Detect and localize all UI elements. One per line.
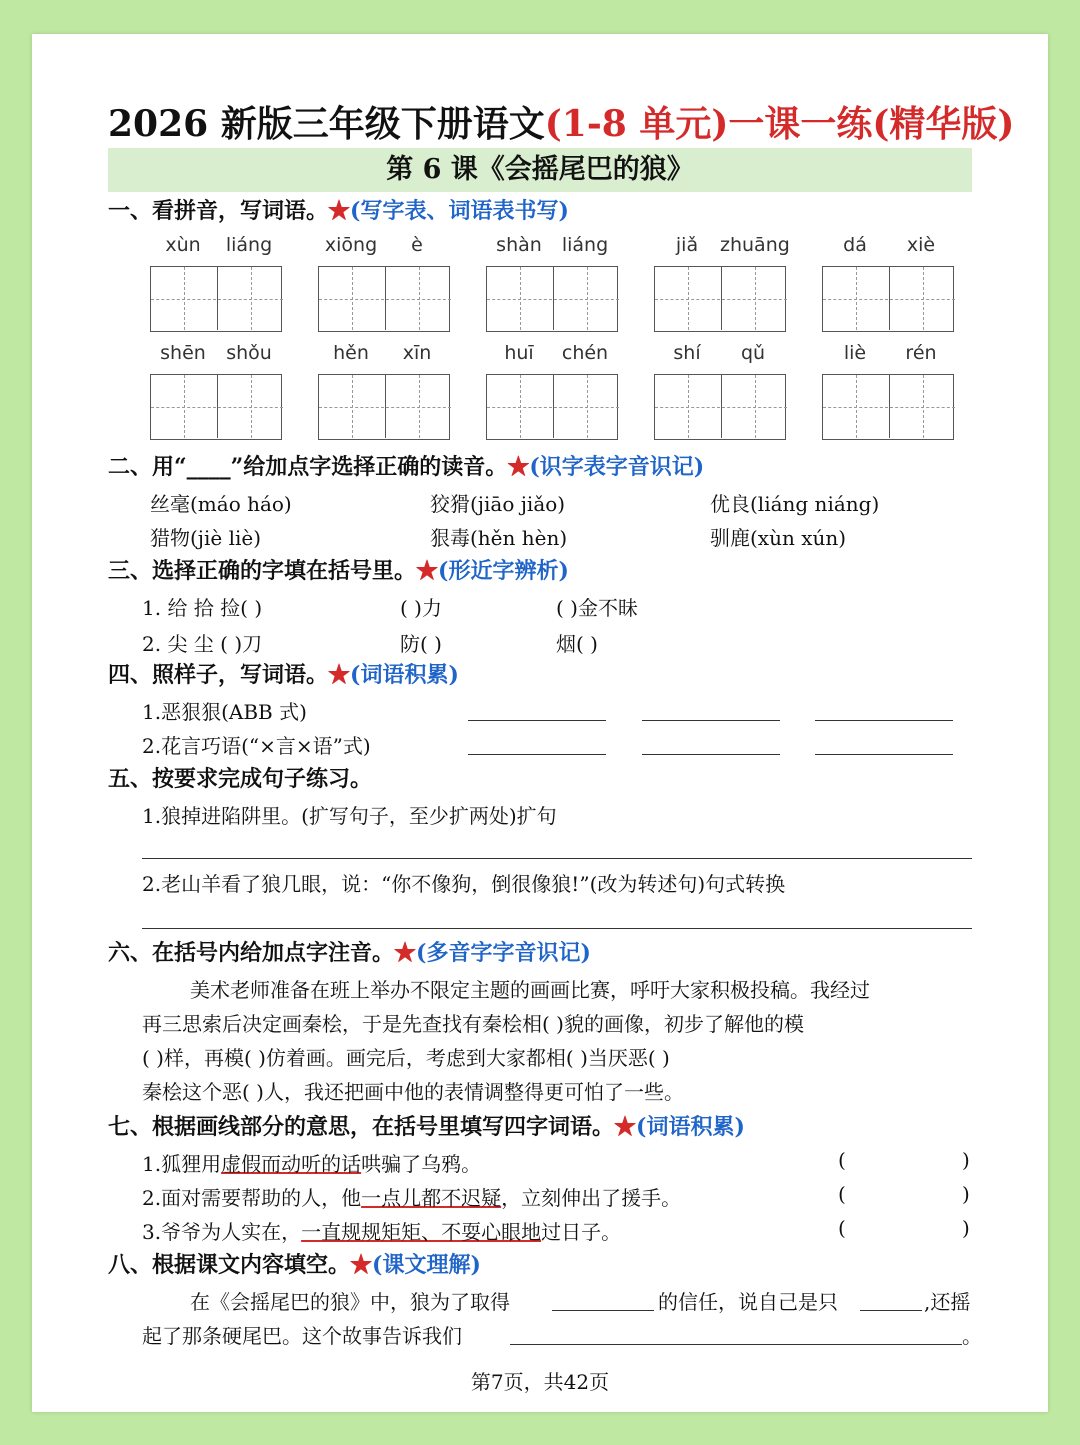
worksheet-page — [32, 34, 1048, 1412]
sentence-task: 1.狼掉进陷阱里。(扩写句子，至少扩两处)扩句 — [142, 804, 557, 828]
writing-cell[interactable] — [151, 267, 216, 330]
writing-cell[interactable] — [217, 375, 283, 438]
writing-grid[interactable] — [486, 266, 618, 332]
writing-cell[interactable] — [553, 375, 619, 438]
pinyin-label: rén — [905, 342, 937, 364]
page-title — [108, 96, 1014, 147]
writing-grid[interactable] — [486, 374, 618, 440]
char-choice-item: 1. 给 拾 捡( ) — [142, 596, 263, 620]
writing-grid[interactable] — [654, 374, 786, 440]
writing-cell[interactable] — [721, 267, 787, 330]
char-choice-item: 2. 尖 尘 ( )刀 — [142, 632, 263, 656]
pinyin-label: liè — [843, 342, 867, 364]
writing-cell[interactable] — [889, 267, 955, 330]
section-4-title: 四、照样子，写词语。 — [108, 662, 329, 688]
fill-text: 在《会摇尾巴的狼》中，狼为了取得 — [190, 1290, 510, 1314]
section-7-title: 七、根据画线部分的意思，在括号里填写四字词语。 — [108, 1114, 615, 1140]
writing-cell[interactable] — [889, 375, 955, 438]
reading-item: 驯鹿(xùn xún) — [710, 526, 847, 550]
writing-grid[interactable] — [150, 266, 282, 332]
section-4-heading — [108, 658, 459, 689]
idiom-text: 3.爷爷为人实在， — [142, 1220, 302, 1244]
char-choice-item: 防( ) — [400, 632, 442, 656]
star-icon: ★ — [328, 662, 351, 688]
pinyin-label: xiè — [906, 234, 936, 256]
fill-text: ,还摇 — [924, 1290, 971, 1314]
writing-cell[interactable] — [487, 267, 552, 330]
section-1-heading — [108, 194, 569, 225]
section-1-title: 一、看拼音，写词语。 — [108, 198, 329, 224]
section-2-heading — [108, 450, 704, 481]
answer-blank[interactable] — [468, 754, 606, 755]
pinyin-label: jiǎ — [675, 234, 699, 256]
answer-blank[interactable] — [642, 754, 780, 755]
reading-item: 狠毒(hěn hèn) — [430, 526, 568, 550]
writing-cell[interactable] — [721, 375, 787, 438]
writing-cell[interactable] — [385, 267, 451, 330]
reading-item: 丝毫(máo háo) — [150, 492, 292, 516]
passage-line: 秦桧这个恶( )人，我还把画中他的表情调整得更可怕了一些。 — [142, 1080, 684, 1104]
word-pattern-item: 1.恶狠狠(ABB 式) — [142, 700, 307, 724]
writing-grid[interactable] — [318, 266, 450, 332]
section-6-heading — [108, 936, 591, 967]
pinyin-label: xiōng — [324, 234, 378, 256]
section-8-heading — [108, 1248, 481, 1279]
answer-paren-close: ) — [962, 1148, 970, 1172]
pinyin-label: dá — [843, 234, 867, 256]
underlined-phrase: 一点儿都不迟疑 — [361, 1186, 502, 1210]
answer-paren-open[interactable]: ( — [838, 1148, 846, 1172]
star-icon: ★ — [350, 1252, 373, 1278]
pinyin-label: shí — [673, 342, 701, 364]
section-4-tag: (词语积累) — [350, 662, 459, 688]
pinyin-label: zhuāng — [720, 234, 790, 256]
pinyin-label: shǒu — [226, 342, 272, 364]
idiom-item — [142, 1148, 481, 1177]
section-8-tag: (课文理解) — [372, 1252, 481, 1278]
pinyin-label: shàn — [496, 234, 542, 256]
reading-item: 猎物(jiè liè) — [150, 526, 262, 550]
section-5-heading: 五、按要求完成句子练习。 — [108, 766, 373, 792]
section-3-tag: (形近字辨析) — [438, 558, 569, 584]
answer-line[interactable] — [142, 858, 972, 859]
section-2-title: 二、用“____”给加点字选择正确的读音。 — [108, 454, 508, 480]
word-pattern-item: 2.花言巧语(“×言×语”式) — [142, 734, 371, 758]
writing-cell[interactable] — [151, 375, 216, 438]
idiom-item — [142, 1216, 621, 1245]
writing-cell[interactable] — [553, 267, 619, 330]
answer-blank[interactable] — [860, 1310, 922, 1311]
fill-text: 。 — [962, 1324, 982, 1348]
section-6-tag: (多音字字音识记) — [416, 940, 591, 966]
writing-grid[interactable] — [822, 266, 954, 332]
section-7-tag: (词语积累) — [636, 1114, 745, 1140]
answer-blank[interactable] — [815, 720, 953, 721]
reading-item: 优良(liáng niáng) — [710, 492, 880, 516]
pinyin-label: liáng — [561, 234, 609, 256]
pinyin-label: shēn — [160, 342, 206, 364]
writing-cell[interactable] — [217, 267, 283, 330]
pinyin-label: chén — [561, 342, 609, 364]
pinyin-label: huī — [504, 342, 534, 364]
answer-paren-close: ) — [962, 1216, 970, 1240]
pinyin-label: hěn — [333, 342, 369, 364]
answer-blank[interactable] — [815, 754, 953, 755]
writing-cell[interactable] — [385, 375, 451, 438]
writing-grid[interactable] — [318, 374, 450, 440]
writing-cell[interactable] — [319, 267, 384, 330]
passage-line: 美术老师准备在班上举办不限定主题的画画比赛，呼吁大家积极投稿。我经过 — [190, 978, 870, 1002]
idiom-item — [142, 1182, 681, 1211]
star-icon: ★ — [328, 198, 351, 224]
pinyin-label: liáng — [225, 234, 273, 256]
section-2-tag: (识字表字音识记) — [529, 454, 705, 480]
char-choice-item: ( )力 — [400, 596, 442, 620]
page-number: 第7页，共42页 — [470, 1370, 610, 1394]
writing-cell[interactable] — [823, 375, 888, 438]
section-3-title: 三、选择正确的字填在括号里。 — [108, 558, 417, 584]
pinyin-label: qǔ — [740, 342, 766, 364]
passage-line: 再三思索后决定画秦桧，于是先查找有秦桧相( )貌的画像，初步了解他的模 — [142, 1012, 804, 1036]
section-3-heading — [108, 554, 569, 585]
underlined-phrase: 一直规规矩矩、不耍心眼地 — [301, 1220, 542, 1244]
idiom-text: 2.面对需要帮助的人，他 — [142, 1186, 362, 1210]
char-choice-item: 烟( ) — [556, 632, 598, 656]
section-6-title: 六、在括号内给加点字注音。 — [108, 940, 395, 966]
idiom-text: 1.狐狸用 — [142, 1152, 222, 1176]
writing-grid[interactable] — [150, 374, 282, 440]
fill-text: 的信任，说自己是只 — [658, 1290, 838, 1314]
pinyin-label: xīn — [402, 342, 432, 364]
answer-line[interactable] — [142, 928, 972, 929]
answer-blank[interactable] — [552, 1310, 654, 1311]
section-7-heading — [108, 1110, 745, 1141]
answer-blank[interactable] — [642, 720, 780, 721]
section-8-title: 八、根据课文内容填空。 — [108, 1252, 351, 1278]
writing-cell[interactable] — [823, 267, 888, 330]
sentence-task: 2.老山羊看了狼几眼，说：“你不像狗，倒很像狼!”(改为转述句)句式转换 — [142, 872, 786, 896]
title-red-part: (1-8 单元)一课一练(精华版) — [544, 103, 1015, 145]
answer-paren-close: ) — [962, 1182, 970, 1206]
writing-cell[interactable] — [655, 375, 720, 438]
star-icon: ★ — [507, 454, 530, 480]
idiom-text: 过日子。 — [541, 1220, 622, 1244]
writing-cell[interactable] — [655, 267, 720, 330]
idiom-text: 哄骗了乌鸦。 — [361, 1152, 482, 1176]
idiom-text: ，立刻伸出了援手。 — [501, 1186, 682, 1210]
section-1-tag: (写字表、词语表书写) — [350, 198, 569, 224]
answer-paren-open[interactable]: ( — [838, 1182, 846, 1206]
writing-cell[interactable] — [319, 375, 384, 438]
fill-text: 起了那条硬尾巴。这个故事告诉我们 — [142, 1324, 462, 1348]
underlined-phrase: 虚假而动听的话 — [221, 1152, 362, 1176]
lesson-banner: 第 6 课《会摇尾巴的狼》 — [108, 148, 972, 192]
star-icon: ★ — [614, 1114, 637, 1140]
writing-cell[interactable] — [487, 375, 552, 438]
writing-grid[interactable] — [654, 266, 786, 332]
writing-grid[interactable] — [822, 374, 954, 440]
star-icon: ★ — [394, 940, 417, 966]
reading-item: 狡猾(jiāo jiǎo) — [430, 492, 566, 516]
answer-paren-open[interactable]: ( — [838, 1216, 846, 1240]
char-choice-item: ( )金不昧 — [556, 596, 638, 620]
star-icon: ★ — [416, 558, 439, 584]
pinyin-label: è — [411, 234, 423, 256]
answer-blank[interactable] — [468, 720, 606, 721]
pinyin-label: xùn — [165, 234, 201, 256]
passage-line: ( )样，再模( )仿着画。画完后，考虑到大家都相( )当厌恶( ) — [142, 1046, 670, 1070]
answer-line[interactable] — [510, 1344, 962, 1345]
title-main: 2026 新版三年级下册语文 — [108, 103, 545, 145]
